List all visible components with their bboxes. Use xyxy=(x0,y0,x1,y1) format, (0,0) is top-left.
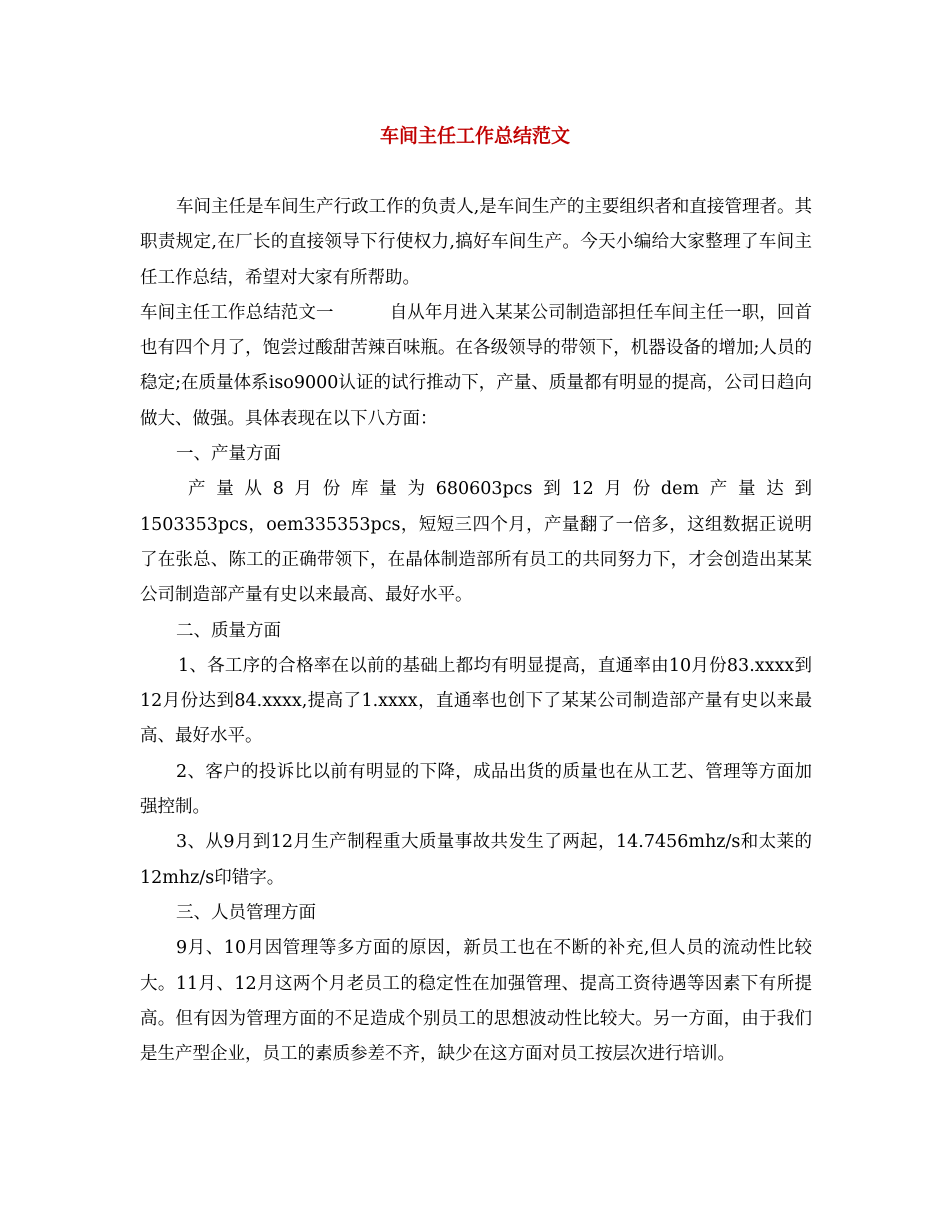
section-one-text: 自从年月进入某某公司制造部担任车间主任一职，回首也有四个月了，饱尝过酸甜苦辣百味瓶。在各级领导的带领下，机器设备的增加;人员的稳定;在质量体系iso9000认证的试行推动下，产量、质量都有明显的提高，公司日趋向做大、做强。具体表现在以下八方面： xyxy=(140,302,813,429)
intro-paragraph: 车间主任是车间生产行政工作的负责人,是车间生产的主要组织者和直接管理者。其职责规定,在厂长的直接领导下行使权力,搞好车间生产。今天小编给大家整理了车间主任工作总结，希望对大家有所帮助。 xyxy=(140,197,812,288)
document-body xyxy=(140,190,812,1072)
heading-personnel: 三、人员管理方面 xyxy=(176,902,316,923)
document-title: 车间主任工作总结范文 xyxy=(379,125,570,147)
heading-production: 一、产量方面 xyxy=(176,444,281,465)
heading-quality: 二、质量方面 xyxy=(176,620,281,641)
section-one-heading: 车间主任工作总结范文一 xyxy=(140,302,334,323)
production-line-one: 产量从8月份库量为680603pcs到12月份dem产量达到 xyxy=(188,479,812,500)
personnel-paragraph: 9月、10月因管理等多方面的原因，新员工也在不断的补充,但人员的流动性比较大。11月、12月这两个月老员工的稳定性在加强管理、提高工资待遇等因素下有所提高。但有因为管理方面的不足造成个别员工的思想波动性比较大。另一方面，由于我们是生产型企业，员工的素质参差不齐，缺少在这方面对员工按层次进行培训。 xyxy=(140,938,812,1065)
quality-item-2: 2、客户的投诉比以前有明显的下降，成品出货的质量也在从工艺、管理等方面加强控制。 xyxy=(140,761,812,818)
section-one-paragraph xyxy=(140,296,812,437)
quality-item-1: 1、各工序的合格率在以前的基础上都均有明显提高，直通率由10月份83.xxxx到12月份达到84.xxxx,提高了1.xxxx，直通率也创下了某某公司制造部产量有史以来最高、最好水平。 xyxy=(140,655,812,747)
production-paragraph: 1503353pcs，oem335353pcs，短短三四个月，产量翻了一倍多，这组数据正说明了在张总、陈工的正确带领下，在晶体制造部所有员工的共同努力下，才会创造出某某公司制造部产量有史以来最高、最好水平。 xyxy=(140,514,812,606)
quality-item-3: 3、从9月到12月生产制程重大质量事故共发生了两起，14.7456mhz/s和太莱的12mhz/s印错字。 xyxy=(140,832,812,888)
